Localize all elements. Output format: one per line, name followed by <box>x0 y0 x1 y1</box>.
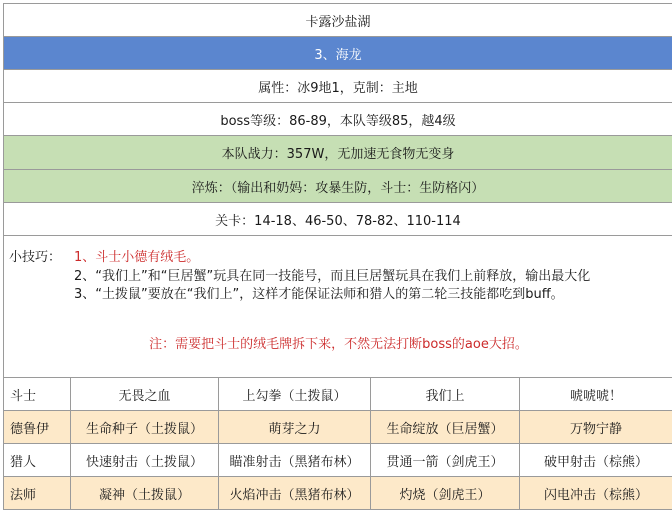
table-row <box>4 411 672 444</box>
dungeon-title: 卡露沙盐湖 <box>3 3 672 36</box>
skill-cell: 万物宁静 <box>520 411 672 444</box>
skill-cell: 破甲射击（棕熊） <box>520 444 672 477</box>
class-name-cell: 猎人 <box>4 444 71 477</box>
skill-cell: 贯通一箭（剑虎王） <box>371 444 520 477</box>
warning-note: 注：需要把斗士的绒毛牌拆下来，不然无法打断boss的aoe大招。 <box>149 337 528 352</box>
skill-cell: 生命绽放（巨居蟹） <box>371 411 520 444</box>
skill-cell: 生命种子（土拨鼠） <box>71 411 219 444</box>
skill-cell: 灼烧（剑虎王） <box>371 477 520 510</box>
class-name-cell: 德鲁伊 <box>4 411 71 444</box>
skills-table <box>3 377 672 510</box>
skill-cell: 萌芽之力 <box>219 411 371 444</box>
team-power-row: 本队战力：357W，无加速无食物无变身 <box>3 135 672 169</box>
attributes-row: 属性：冰9地1，克制：主地 <box>3 69 672 102</box>
tip-item: 2、“我们上”和“巨居蟹”玩具在同一技能号，而且巨居蟹玩具在我们上前释放，输出最大化 <box>74 269 591 284</box>
tip-item: 3、“土拨鼠”要放在“我们上”，这样才能保证法师和猎人的第二轮三技能都吃到buff。 <box>74 287 564 302</box>
stages-row: 关卡：14-18、46-50、78-82、110-114 <box>3 202 672 235</box>
skill-cell: 我们上 <box>371 378 520 411</box>
tips-heading: 小技巧： <box>9 250 62 265</box>
boss-name-row: 3、海龙 <box>3 36 672 69</box>
tip-item: 1、斗士小德有绒毛。 <box>74 250 200 265</box>
skill-cell: 凝神（土拨鼠） <box>71 477 219 510</box>
table-row <box>4 477 672 510</box>
class-name-cell: 斗士 <box>4 378 71 411</box>
class-name-cell: 法师 <box>4 477 71 510</box>
boss-level-row: boss等级：86-89，本队等级85，越4级 <box>3 102 672 135</box>
skill-cell: 瞄准射击（黑猪布林） <box>219 444 371 477</box>
skill-cell: 闪电冲击（棕熊） <box>520 477 672 510</box>
skill-cell: 快速射击（土拨鼠） <box>71 444 219 477</box>
skill-cell: 火焰冲击（黑猪布林） <box>219 477 371 510</box>
skill-cell: 唬唬唬！ <box>520 378 672 411</box>
table-row <box>4 378 672 411</box>
refine-row: 淬炼：（输出和奶妈：攻暴生防，斗士：生防格闪） <box>3 169 672 202</box>
table-row <box>4 444 672 477</box>
skill-cell: 无畏之血 <box>71 378 219 411</box>
tips-cell <box>3 235 672 377</box>
skill-cell: 上勾拳（土拨鼠） <box>219 378 371 411</box>
